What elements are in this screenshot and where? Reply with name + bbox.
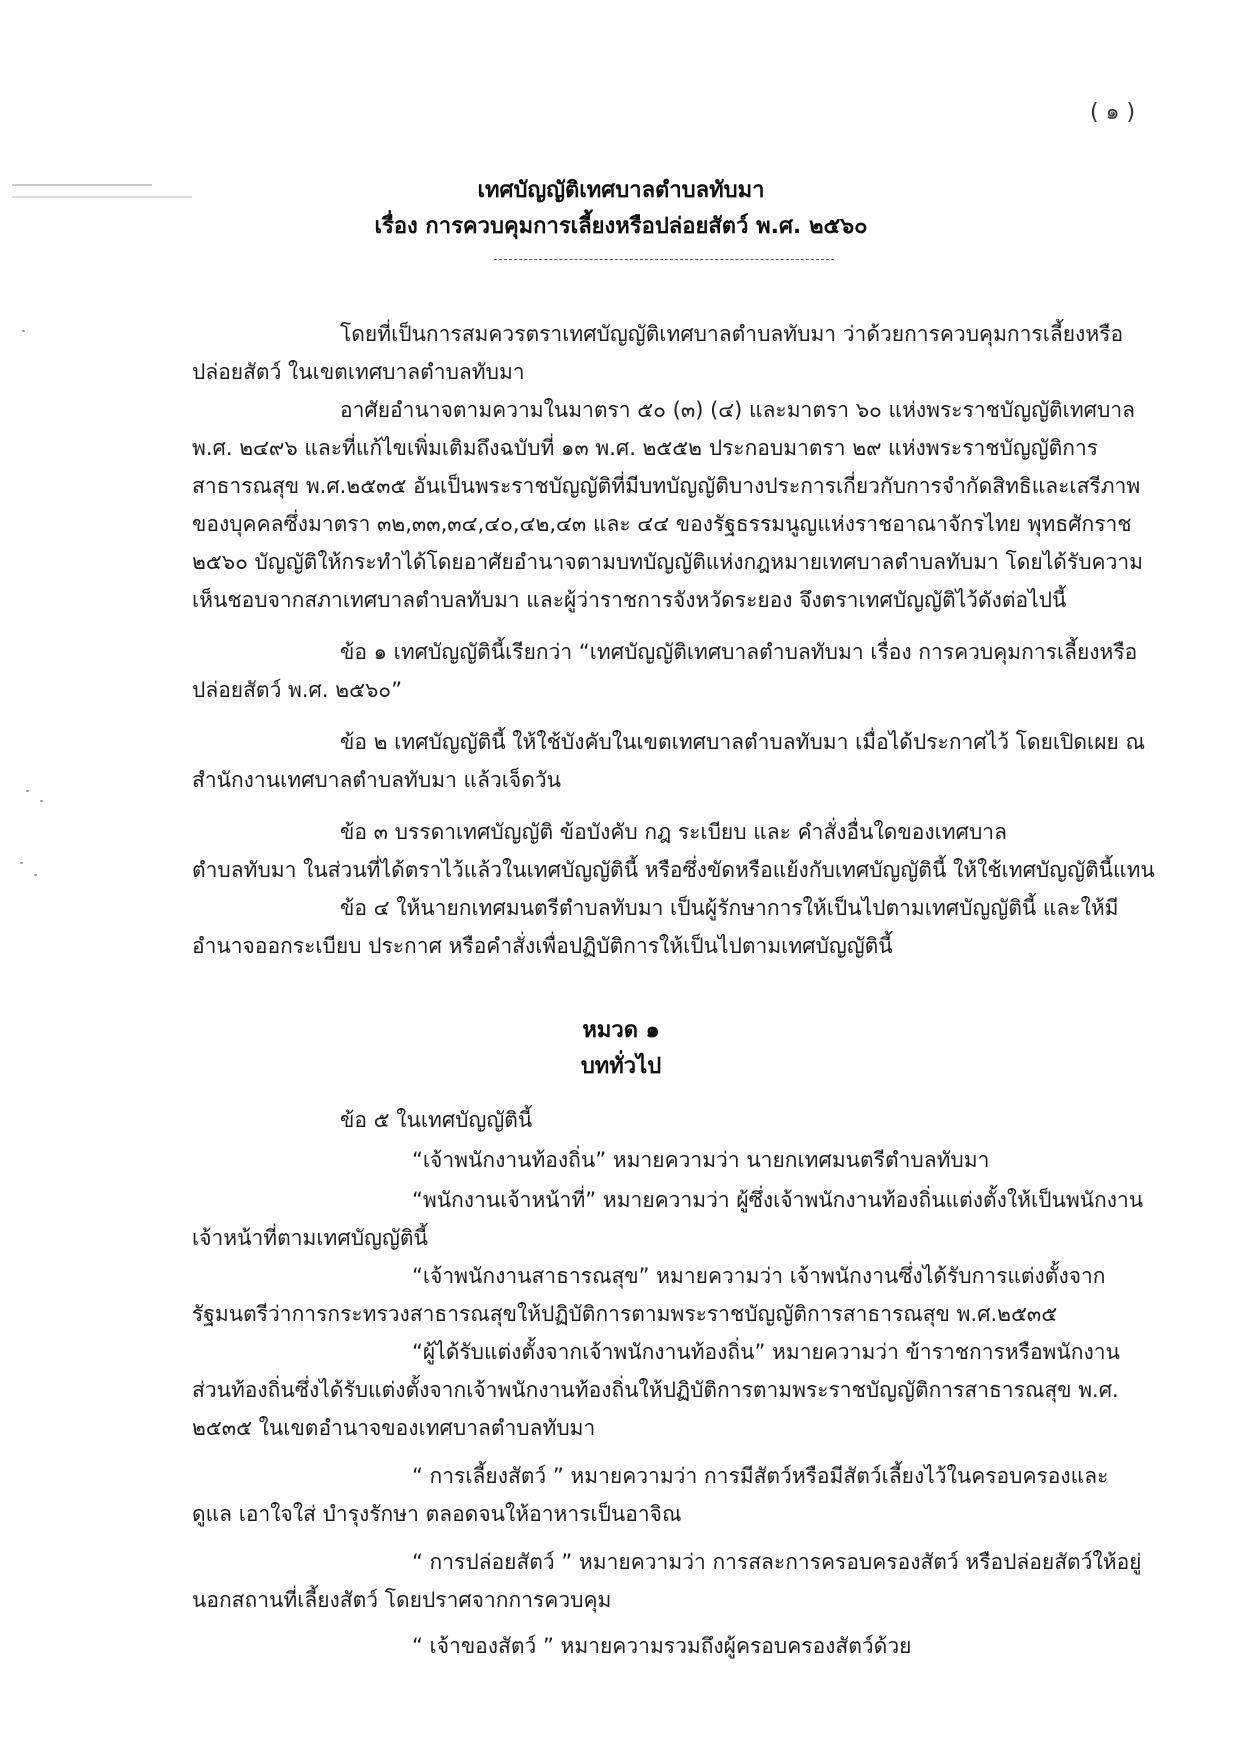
- definition-line: ดูแล เอาใจใส่ บำรุงรักษา ตลอดจนให้อาหารเป็นอาจิณ: [192, 1502, 682, 1526]
- document-title: เทศบัญญัติเทศบาลตำบลทับมา: [477, 178, 765, 203]
- definition-line: “ผู้ได้รับแต่งตั้งจากเจ้าพนักงานท้องถิ่น” หมายความว่า ข้าราชการหรือพนักงาน: [412, 1340, 1120, 1364]
- definition-line: เจ้าหน้าที่ตามเทศบัญญัตินี้: [192, 1226, 428, 1250]
- preamble-line: สาธารณสุข พ.ศ.๒๕๓๕ อันเป็นพระราชบัญญัติที่มีบทบัญญัติบางประการเกี่ยวกับการจำกัดสิทธิและเสรีภาพ: [192, 474, 1141, 498]
- definition-line: “ เจ้าของสัตว์ ” หมายความรวมถึงผู้ครอบครองสัตว์ด้วย: [412, 1634, 912, 1658]
- scan-speck: [40, 800, 43, 802]
- document-subtitle: เรื่อง การควบคุมการเลี้ยงหรือปล่อยสัตว์ พ.ศ. ๒๕๖๐: [374, 214, 868, 239]
- scan-speck: [34, 874, 37, 876]
- clause-2-line: สำนักงานเทศบาลตำบลทับมา แล้วเจ็ดวัน: [192, 768, 561, 792]
- scan-speck: [22, 330, 25, 332]
- definition-line: นอกสถานที่เลี้ยงสัตว์ โดยปราศจากการควบคุม: [192, 1588, 612, 1612]
- clause-1-line: ปล่อยสัตว์ พ.ศ. ๒๕๖๐”: [192, 678, 402, 702]
- preamble-line: ปล่อยสัตว์ ในเขตเทศบาลตำบลทับมา: [192, 360, 525, 384]
- definition-line: “ การเลี้ยงสัตว์ ” หมายความว่า การมีสัตว์หรือมีสัตว์เลี้ยงไว้ในครอบครองและ: [412, 1464, 1109, 1488]
- clause-3-line: ข้อ ๓ บรรดาเทศบัญญัติ ข้อบังคับ กฎ ระเบียบ และ คำสั่งอื่นใดของเทศบาล: [340, 820, 1007, 844]
- clause-2-line: ข้อ ๒ เทศบัญญัตินี้ ให้ใช้บังคับในเขตเทศบาลตำบลทับมา เมื่อได้ประกาศไว้ โดยเปิดเผย ณ: [340, 730, 1145, 754]
- preamble-line: พ.ศ. ๒๔๙๖ และที่แก้ไขเพิ่มเติมถึงฉบับที่ ๑๓ พ.ศ. ๒๕๕๒ ประกอบมาตรา ๒๙ แห่งพระราชบัญญัติการ: [192, 436, 1099, 460]
- definition-line: “เจ้าพนักงานสาธารณสุข” หมายความว่า เจ้าพนักงานซึ่งได้รับการแต่งตั้งจาก: [412, 1264, 1106, 1288]
- preamble-line: อาศัยอำนาจตามความในมาตรา ๕๐ (๓) (๔) และมาตรา ๖๐ แห่งพระราชบัญญัติเทศบาล: [340, 398, 1136, 422]
- clause-4-line: อำนาจออกระเบียบ ประกาศ หรือคำสั่งเพื่อปฏิบัติการให้เป็นไปตามเทศบัญญัตินี้: [192, 934, 893, 958]
- chapter-name: บททั่วไป: [580, 1054, 662, 1079]
- definition-line: รัฐมนตรีว่าการกระทรวงสาธารณสุขให้ปฏิบัติการตามพระราชบัญญัติการสาธารณสุข พ.ศ.๒๕๓๕: [192, 1302, 1058, 1326]
- title-divider: [494, 259, 834, 260]
- preamble-line: โดยที่เป็นการสมควรตราเทศบัญญัติเทศบาลตำบลทับมา ว่าด้วยการควบคุมการเลี้ยงหรือ: [340, 322, 1124, 346]
- clause-3-line: ตำบลทับมา ในส่วนที่ได้ตราไว้แล้วในเทศบัญญัตินี้ หรือซึ่งขัดหรือแย้งกับเทศบัญญัตินี้ ให้ใช้เทศบัญญัตินี้แทน: [192, 858, 1155, 882]
- definition-line: ส่วนท้องถิ่นซึ่งได้รับแต่งตั้งจากเจ้าพนักงานท้องถิ่นให้ปฏิบัติการตามพระราชบัญญัติการสาธารณสุข พ.ศ.: [192, 1378, 1119, 1402]
- definition-line: “พนักงานเจ้าหน้าที่” หมายความว่า ผู้ซึ่งเจ้าพนักงานท้องถิ่นแต่งตั้งให้เป็นพนักงาน: [412, 1188, 1144, 1212]
- clause-1-line: ข้อ ๑ เทศบัญญัตินี้เรียกว่า “เทศบัญญัติเทศบาลตำบลทับมา เรื่อง การควบคุมการเลี้ยงหรือ: [340, 640, 1138, 664]
- definitions-intro: ข้อ ๕ ในเทศบัญญัตินี้: [340, 1108, 533, 1132]
- page-number: ( ๑ ): [1090, 100, 1136, 125]
- preamble-line: ของบุคคลซึ่งมาตรา ๓๒,๓๓,๓๔,๔๐,๔๒,๔๓ และ ๔๔ ของรัฐธรรมนูญแห่งราชอาณาจักรไทย พุทธศักราช: [192, 512, 1132, 536]
- chapter-number: หมวด ๑: [582, 1018, 660, 1043]
- preamble-line: ๒๕๖๐ บัญญัติให้กระทำได้โดยอาศัยอำนาจตามบทบัญญัติแห่งกฎหมายเทศบาลตำบลทับมา โดยได้รับความ: [192, 550, 1144, 574]
- definition-line: “ การปล่อยสัตว์ ” หมายความว่า การสละการครอบครองสัตว์ หรือปล่อยสัตว์ให้อยู่: [412, 1550, 1142, 1574]
- scan-speck: [26, 790, 29, 792]
- preamble-line: เห็นชอบจากสภาเทศบาลตำบลทับมา และผู้ว่าราชการจังหวัดระยอง จึงตราเทศบัญญัติไว้ดังต่อไปนี้: [192, 588, 1067, 612]
- scan-speck: [20, 862, 23, 864]
- clause-4-line: ข้อ ๔ ให้นายกเทศมนตรีตำบลทับมา เป็นผู้รักษาการให้เป็นไปตามเทศบัญญัตินี้ และให้มี: [340, 896, 1119, 920]
- definition-line: ๒๕๓๕ ในเขตอำนาจของเทศบาลตำบลทับมา: [192, 1416, 596, 1440]
- definition-line: “เจ้าพนักงานท้องถิ่น” หมายความว่า นายกเทศมนตรีตำบลทับมา: [412, 1148, 990, 1172]
